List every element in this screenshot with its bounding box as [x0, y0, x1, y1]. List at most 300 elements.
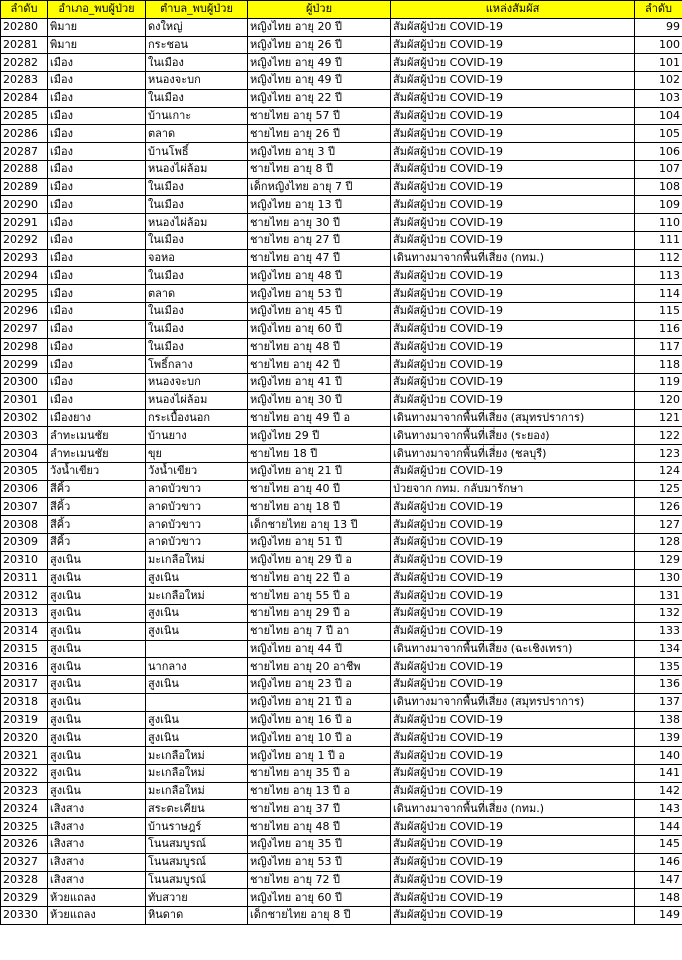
table-row: [1, 587, 682, 605]
table-row: [1, 818, 682, 836]
cell-district: เมือง: [48, 72, 146, 90]
cell-source: สัมผัสผู้ป่วย COVID-19: [391, 89, 635, 107]
cell-id: 20329: [1, 889, 48, 907]
cell-subdistrict: สระตะเคียน: [146, 800, 248, 818]
table-row: [1, 320, 682, 338]
cell-id: 20286: [1, 125, 48, 143]
table-body: [1, 18, 682, 924]
table-row: [1, 285, 682, 303]
cell-id: 20305: [1, 462, 48, 480]
cell-subdistrict: [146, 693, 248, 711]
cell-id: 20293: [1, 249, 48, 267]
cell-source: เดินทางมาจากพื้นที่เสี่ยง (กทม.): [391, 249, 635, 267]
cell-patient: ชายไทย อายุ 20 อาชีพ: [248, 658, 391, 676]
cell-patient: หญิงไทย อายุ 41 ปี: [248, 374, 391, 392]
cell-subdistrict: มะเกลือใหม่: [146, 551, 248, 569]
cell-patient: หญิงไทย อายุ 20 ปี: [248, 18, 391, 36]
cell-district: เมือง: [48, 303, 146, 321]
table-row: [1, 160, 682, 178]
cell-seq: 109: [635, 196, 682, 214]
cell-seq: 120: [635, 391, 682, 409]
cell-seq: 148: [635, 889, 682, 907]
cell-district: เมือง: [48, 338, 146, 356]
cell-source: สัมผัสผู้ป่วย COVID-19: [391, 587, 635, 605]
table-row: [1, 658, 682, 676]
cell-seq: 139: [635, 729, 682, 747]
cell-id: 20298: [1, 338, 48, 356]
cell-subdistrict: ตลาด: [146, 125, 248, 143]
table-row: [1, 231, 682, 249]
table-row: [1, 427, 682, 445]
cell-patient: หญิงไทย อายุ 60 ปี: [248, 320, 391, 338]
table-row: [1, 374, 682, 392]
cell-district: เสิงสาง: [48, 871, 146, 889]
cell-seq: 144: [635, 818, 682, 836]
table-row: [1, 338, 682, 356]
cell-subdistrict: ในเมือง: [146, 54, 248, 72]
cell-seq: 130: [635, 569, 682, 587]
cell-district: เมือง: [48, 160, 146, 178]
cell-subdistrict: สูงเนิน: [146, 729, 248, 747]
cell-id: 20292: [1, 231, 48, 249]
cell-id: 20288: [1, 160, 48, 178]
cell-district: สีคิ้ว: [48, 480, 146, 498]
cell-district: พิมาย: [48, 18, 146, 36]
cell-id: 20328: [1, 871, 48, 889]
cell-seq: 101: [635, 54, 682, 72]
cell-district: เมือง: [48, 178, 146, 196]
table-row: [1, 391, 682, 409]
cell-seq: 138: [635, 711, 682, 729]
cell-patient: เด็กชายไทย อายุ 13 ปี: [248, 516, 391, 534]
cell-seq: 146: [635, 853, 682, 871]
cell-district: เมือง: [48, 107, 146, 125]
cell-id: 20312: [1, 587, 48, 605]
table-row: [1, 214, 682, 232]
cell-id: 20318: [1, 693, 48, 711]
cell-patient: ชายไทย อายุ 7 ปี อา: [248, 622, 391, 640]
cell-district: เมือง: [48, 267, 146, 285]
cell-patient: ชายไทย อายุ 40 ปี: [248, 480, 391, 498]
table-row: [1, 409, 682, 427]
cell-seq: 104: [635, 107, 682, 125]
cell-district: เมือง: [48, 374, 146, 392]
table-row: [1, 267, 682, 285]
cell-patient: ชายไทย อายุ 22 ปี อ: [248, 569, 391, 587]
cell-source: เดินทางมาจากพื้นที่เสี่ยง (ชลบุรี): [391, 445, 635, 463]
cell-seq: 127: [635, 516, 682, 534]
cell-subdistrict: ลาดบัวขาว: [146, 480, 248, 498]
cell-id: 20317: [1, 676, 48, 694]
cell-district: สีคิ้ว: [48, 516, 146, 534]
cell-id: 20291: [1, 214, 48, 232]
cell-patient: หญิงไทย อายุ 21 ปี อ: [248, 693, 391, 711]
cell-district: เมือง: [48, 249, 146, 267]
table-row: [1, 445, 682, 463]
cell-district: เมืองยาง: [48, 409, 146, 427]
cell-id: 20283: [1, 72, 48, 90]
cell-source: สัมผัสผู้ป่วย COVID-19: [391, 747, 635, 765]
cell-seq: 133: [635, 622, 682, 640]
cell-source: สัมผัสผู้ป่วย COVID-19: [391, 160, 635, 178]
cell-subdistrict: หนองจะบก: [146, 374, 248, 392]
cell-subdistrict: โพธิ์กลาง: [146, 356, 248, 374]
table-row: [1, 622, 682, 640]
cell-seq: 116: [635, 320, 682, 338]
cell-patient: หญิงไทย อายุ 49 ปี: [248, 72, 391, 90]
cell-source: สัมผัสผู้ป่วย COVID-19: [391, 178, 635, 196]
cell-patient: หญิงไทย อายุ 22 ปี: [248, 89, 391, 107]
table-row: [1, 125, 682, 143]
cell-seq: 126: [635, 498, 682, 516]
cell-seq: 128: [635, 533, 682, 551]
cell-id: 20303: [1, 427, 48, 445]
cell-patient: ชายไทย อายุ 42 ปี: [248, 356, 391, 374]
cell-seq: 147: [635, 871, 682, 889]
cell-subdistrict: โนนสมบูรณ์: [146, 835, 248, 853]
cell-source: สัมผัสผู้ป่วย COVID-19: [391, 320, 635, 338]
cell-seq: 99: [635, 18, 682, 36]
cell-patient: ชายไทย อายุ 13 ปี อ: [248, 782, 391, 800]
cell-patient: หญิงไทย อายุ 53 ปี: [248, 285, 391, 303]
cell-patient: หญิงไทย อายุ 13 ปี: [248, 196, 391, 214]
cell-district: เมือง: [48, 231, 146, 249]
cell-subdistrict: สูงเนิน: [146, 711, 248, 729]
cell-patient: หญิงไทย อายุ 10 ปี อ: [248, 729, 391, 747]
cell-patient: ชายไทย อายุ 8 ปี: [248, 160, 391, 178]
cell-seq: 123: [635, 445, 682, 463]
cell-district: เมือง: [48, 356, 146, 374]
cell-district: เสิงสาง: [48, 818, 146, 836]
cell-subdistrict: โนนสมบูรณ์: [146, 871, 248, 889]
cell-source: สัมผัสผู้ป่วย COVID-19: [391, 622, 635, 640]
cell-source: สัมผัสผู้ป่วย COVID-19: [391, 871, 635, 889]
cell-subdistrict: ในเมือง: [146, 320, 248, 338]
cell-subdistrict: มะเกลือใหม่: [146, 587, 248, 605]
cell-source: สัมผัสผู้ป่วย COVID-19: [391, 782, 635, 800]
cell-district: เสิงสาง: [48, 835, 146, 853]
cell-district: เมือง: [48, 54, 146, 72]
cell-district: ลำทะเมนชัย: [48, 427, 146, 445]
cell-id: 20311: [1, 569, 48, 587]
cell-district: ลำทะเมนชัย: [48, 445, 146, 463]
cell-district: เสิงสาง: [48, 800, 146, 818]
table-row: [1, 107, 682, 125]
table-row: [1, 782, 682, 800]
cell-subdistrict: ในเมือง: [146, 303, 248, 321]
cell-subdistrict: สูงเนิน: [146, 569, 248, 587]
cell-source: สัมผัสผู้ป่วย COVID-19: [391, 72, 635, 90]
table-row: [1, 72, 682, 90]
table-row: [1, 18, 682, 36]
cell-patient: ชายไทย อายุ 26 ปี: [248, 125, 391, 143]
cell-patient: ชายไทย อายุ 37 ปี: [248, 800, 391, 818]
cell-patient: ชายไทย อายุ 47 ปี: [248, 249, 391, 267]
cell-source: ป่วยจาก กทม. กลับมารักษา: [391, 480, 635, 498]
cell-patient: ชายไทย อายุ 48 ปี: [248, 818, 391, 836]
header-subdistrict: ตำบล_พบผู้ป่วย: [146, 1, 248, 19]
header-district: อำเภอ_พบผู้ป่วย: [48, 1, 146, 19]
cell-district: ห้วยแถลง: [48, 889, 146, 907]
cell-patient: หญิงไทย อายุ 35 ปี: [248, 835, 391, 853]
cell-seq: 118: [635, 356, 682, 374]
cell-patient: หญิงไทย อายุ 60 ปี: [248, 889, 391, 907]
cell-source: สัมผัสผู้ป่วย COVID-19: [391, 551, 635, 569]
cell-patient: ชายไทย อายุ 49 ปี อ: [248, 409, 391, 427]
cell-source: เดินทางมาจากพื้นที่เสี่ยง (กทม.): [391, 800, 635, 818]
table-row: [1, 907, 682, 925]
cell-id: 20296: [1, 303, 48, 321]
cell-district: สีคิ้ว: [48, 533, 146, 551]
cell-subdistrict: บ้านยาง: [146, 427, 248, 445]
cell-subdistrict: บ้านเกาะ: [146, 107, 248, 125]
cell-id: 20297: [1, 320, 48, 338]
cell-patient: หญิงไทย อายุ 1 ปี อ: [248, 747, 391, 765]
cell-id: 20322: [1, 764, 48, 782]
cell-source: สัมผัสผู้ป่วย COVID-19: [391, 764, 635, 782]
cell-id: 20325: [1, 818, 48, 836]
cell-source: สัมผัสผู้ป่วย COVID-19: [391, 285, 635, 303]
header-row: [1, 1, 682, 19]
cell-source: สัมผัสผู้ป่วย COVID-19: [391, 498, 635, 516]
cell-seq: 110: [635, 214, 682, 232]
cell-subdistrict: กระเบื้องนอก: [146, 409, 248, 427]
table-row: [1, 462, 682, 480]
table-row: [1, 551, 682, 569]
cell-subdistrict: ในเมือง: [146, 338, 248, 356]
cell-seq: 115: [635, 303, 682, 321]
header-patient: ผู้ป่วย: [248, 1, 391, 19]
cell-subdistrict: มะเกลือใหม่: [146, 747, 248, 765]
cell-id: 20330: [1, 907, 48, 925]
cell-district: สูงเนิน: [48, 622, 146, 640]
cell-source: สัมผัสผู้ป่วย COVID-19: [391, 18, 635, 36]
cell-id: 20316: [1, 658, 48, 676]
cell-patient: ชายไทย อายุ 18 ปี: [248, 498, 391, 516]
cell-seq: 102: [635, 72, 682, 90]
cell-patient: หญิงไทย อายุ 53 ปี: [248, 853, 391, 871]
cell-patient: เด็กหญิงไทย อายุ 7 ปี: [248, 178, 391, 196]
cell-patient: หญิงไทย อายุ 44 ปี: [248, 640, 391, 658]
cell-subdistrict: บ้านราษฎร์: [146, 818, 248, 836]
header-seq: ลำดับ: [635, 1, 682, 19]
cell-id: 20309: [1, 533, 48, 551]
cell-seq: 100: [635, 36, 682, 54]
cell-seq: 140: [635, 747, 682, 765]
cell-subdistrict: วังน้ำเขียว: [146, 462, 248, 480]
cell-subdistrict: หินดาด: [146, 907, 248, 925]
table-row: [1, 356, 682, 374]
table-row: [1, 676, 682, 694]
cell-source: สัมผัสผู้ป่วย COVID-19: [391, 711, 635, 729]
cell-seq: 132: [635, 605, 682, 623]
table-row: [1, 54, 682, 72]
cell-source: สัมผัสผู้ป่วย COVID-19: [391, 143, 635, 161]
cell-seq: 122: [635, 427, 682, 445]
cell-patient: ชายไทย อายุ 35 ปี อ: [248, 764, 391, 782]
cell-patient: ชายไทย อายุ 55 ปี อ: [248, 587, 391, 605]
cell-source: สัมผัสผู้ป่วย COVID-19: [391, 658, 635, 676]
cell-subdistrict: หนองไผ่ล้อม: [146, 391, 248, 409]
cell-district: สูงเนิน: [48, 640, 146, 658]
cell-seq: 117: [635, 338, 682, 356]
table-row: [1, 178, 682, 196]
cell-id: 20320: [1, 729, 48, 747]
table-row: [1, 889, 682, 907]
cell-seq: 141: [635, 764, 682, 782]
table-row: [1, 871, 682, 889]
table-row: [1, 303, 682, 321]
cell-patient: ชายไทย อายุ 29 ปี อ: [248, 605, 391, 623]
cell-source: สัมผัสผู้ป่วย COVID-19: [391, 267, 635, 285]
table-row: [1, 533, 682, 551]
cell-seq: 114: [635, 285, 682, 303]
header-id: ลำดับ: [1, 1, 48, 19]
cell-district: สูงเนิน: [48, 569, 146, 587]
cell-subdistrict: ลาดบัวขาว: [146, 533, 248, 551]
cell-id: 20295: [1, 285, 48, 303]
cell-id: 20307: [1, 498, 48, 516]
cell-subdistrict: มะเกลือใหม่: [146, 782, 248, 800]
cell-source: สัมผัสผู้ป่วย COVID-19: [391, 818, 635, 836]
cell-id: 20300: [1, 374, 48, 392]
cell-district: เมือง: [48, 320, 146, 338]
cell-district: เมือง: [48, 143, 146, 161]
cell-id: 20282: [1, 54, 48, 72]
cell-source: สัมผัสผู้ป่วย COVID-19: [391, 214, 635, 232]
table-row: [1, 196, 682, 214]
cell-district: เมือง: [48, 285, 146, 303]
cell-subdistrict: ตลาด: [146, 285, 248, 303]
cell-patient: หญิงไทย อายุ 30 ปี: [248, 391, 391, 409]
cell-source: สัมผัสผู้ป่วย COVID-19: [391, 196, 635, 214]
cell-subdistrict: [146, 640, 248, 658]
cell-subdistrict: บ้านโพธิ์: [146, 143, 248, 161]
cell-source: สัมผัสผู้ป่วย COVID-19: [391, 54, 635, 72]
cell-source: สัมผัสผู้ป่วย COVID-19: [391, 889, 635, 907]
cell-district: สูงเนิน: [48, 729, 146, 747]
cell-id: 20326: [1, 835, 48, 853]
cell-district: เมือง: [48, 391, 146, 409]
table-row: [1, 498, 682, 516]
cell-seq: 119: [635, 374, 682, 392]
cell-source: สัมผัสผู้ป่วย COVID-19: [391, 853, 635, 871]
cell-district: สีคิ้ว: [48, 498, 146, 516]
cell-id: 20314: [1, 622, 48, 640]
cell-id: 20287: [1, 143, 48, 161]
cell-patient: หญิงไทย อายุ 29 ปี อ: [248, 551, 391, 569]
cell-subdistrict: กระชอน: [146, 36, 248, 54]
cell-seq: 145: [635, 835, 682, 853]
cell-source: สัมผัสผู้ป่วย COVID-19: [391, 729, 635, 747]
cell-patient: หญิงไทย อายุ 26 ปี: [248, 36, 391, 54]
header-source: แหล่งสัมผัส: [391, 1, 635, 19]
cell-district: สูงเนิน: [48, 782, 146, 800]
table-row: [1, 480, 682, 498]
cell-subdistrict: ทับสวาย: [146, 889, 248, 907]
cell-patient: ชายไทย อายุ 27 ปี: [248, 231, 391, 249]
cell-source: สัมผัสผู้ป่วย COVID-19: [391, 533, 635, 551]
table-row: [1, 729, 682, 747]
cell-district: ห้วยแถลง: [48, 907, 146, 925]
cell-seq: 124: [635, 462, 682, 480]
cell-subdistrict: ดงใหญ่: [146, 18, 248, 36]
cell-patient: ชายไทย อายุ 30 ปี: [248, 214, 391, 232]
cell-district: สูงเนิน: [48, 747, 146, 765]
cell-patient: ชายไทย 18 ปี: [248, 445, 391, 463]
cell-district: สูงเนิน: [48, 551, 146, 569]
table-row: [1, 640, 682, 658]
cell-source: สัมผัสผู้ป่วย COVID-19: [391, 907, 635, 925]
cell-subdistrict: โนนสมบูรณ์: [146, 853, 248, 871]
table-row: [1, 516, 682, 534]
cell-subdistrict: จอหอ: [146, 249, 248, 267]
cell-id: 20284: [1, 89, 48, 107]
cell-patient: หญิงไทย อายุ 23 ปี อ: [248, 676, 391, 694]
cell-source: สัมผัสผู้ป่วย COVID-19: [391, 338, 635, 356]
cell-source: สัมผัสผู้ป่วย COVID-19: [391, 516, 635, 534]
cell-source: สัมผัสผู้ป่วย COVID-19: [391, 107, 635, 125]
cell-seq: 103: [635, 89, 682, 107]
cell-patient: หญิงไทย อายุ 48 ปี: [248, 267, 391, 285]
cell-id: 20324: [1, 800, 48, 818]
table-row: [1, 569, 682, 587]
cell-seq: 106: [635, 143, 682, 161]
cell-seq: 108: [635, 178, 682, 196]
cell-seq: 112: [635, 249, 682, 267]
cell-seq: 135: [635, 658, 682, 676]
cell-source: สัมผัสผู้ป่วย COVID-19: [391, 303, 635, 321]
cell-district: สูงเนิน: [48, 711, 146, 729]
cell-district: สูงเนิน: [48, 658, 146, 676]
table-row: [1, 853, 682, 871]
cell-district: เมือง: [48, 125, 146, 143]
cell-seq: 149: [635, 907, 682, 925]
cell-subdistrict: ขุย: [146, 445, 248, 463]
cell-source: สัมผัสผู้ป่วย COVID-19: [391, 356, 635, 374]
cell-seq: 111: [635, 231, 682, 249]
cell-district: สูงเนิน: [48, 764, 146, 782]
cell-source: สัมผัสผู้ป่วย COVID-19: [391, 569, 635, 587]
table-row: [1, 800, 682, 818]
table-row: [1, 249, 682, 267]
cell-patient: ชายไทย อายุ 72 ปี: [248, 871, 391, 889]
cell-subdistrict: หนองจะบก: [146, 72, 248, 90]
cell-source: สัมผัสผู้ป่วย COVID-19: [391, 605, 635, 623]
cell-subdistrict: ลาดบัวขาว: [146, 516, 248, 534]
cell-id: 20290: [1, 196, 48, 214]
cell-id: 20294: [1, 267, 48, 285]
cell-id: 20289: [1, 178, 48, 196]
table-row: [1, 835, 682, 853]
cell-subdistrict: สูงเนิน: [146, 622, 248, 640]
cell-patient: หญิงไทย อายุ 51 ปี: [248, 533, 391, 551]
cell-subdistrict: ในเมือง: [146, 267, 248, 285]
cell-subdistrict: สูงเนิน: [146, 605, 248, 623]
cell-patient: ชายไทย อายุ 48 ปี: [248, 338, 391, 356]
cell-patient: ชายไทย อายุ 57 ปี: [248, 107, 391, 125]
cell-id: 20321: [1, 747, 48, 765]
cell-id: 20281: [1, 36, 48, 54]
cell-source: สัมผัสผู้ป่วย COVID-19: [391, 125, 635, 143]
cell-source: สัมผัสผู้ป่วย COVID-19: [391, 835, 635, 853]
table-row: [1, 693, 682, 711]
cell-patient: หญิงไทย อายุ 21 ปี: [248, 462, 391, 480]
cell-id: 20323: [1, 782, 48, 800]
cell-district: เมือง: [48, 214, 146, 232]
cell-district: พิมาย: [48, 36, 146, 54]
cell-id: 20308: [1, 516, 48, 534]
